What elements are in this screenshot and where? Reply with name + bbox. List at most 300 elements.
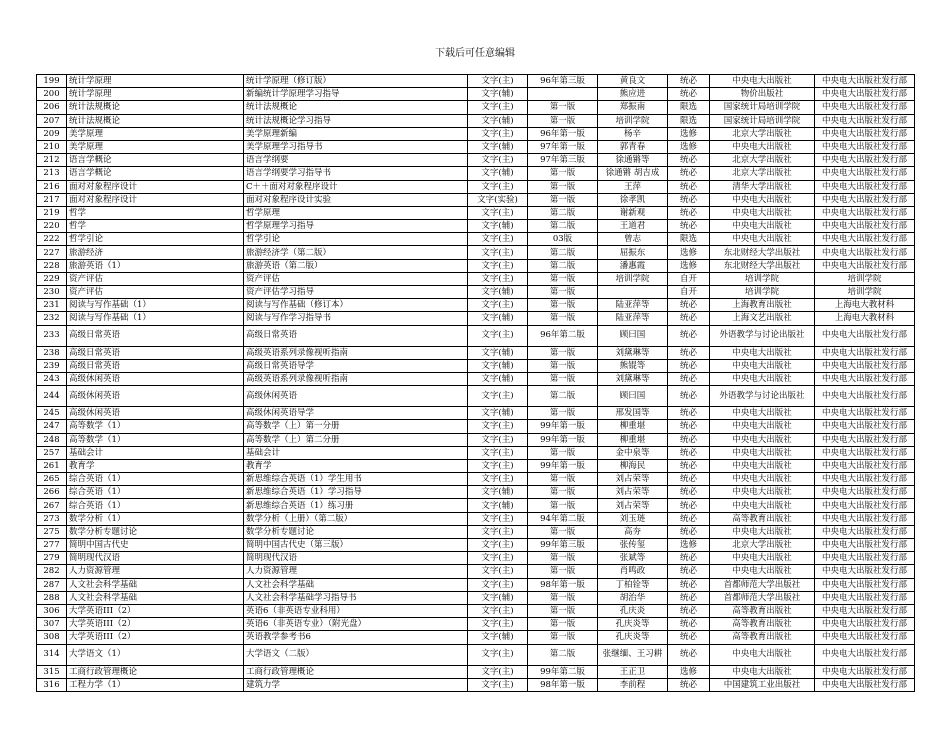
author-cell: 王道君 — [598, 220, 668, 233]
book-title-cell: 资产评估学习指导 — [244, 286, 468, 299]
publisher-cell: 东北财经大学出版社 — [710, 246, 815, 259]
publisher-cell: 首都师范大学出版社 — [710, 578, 815, 591]
material-type-cell: 文字(辅) — [468, 167, 528, 180]
author-cell: 刘黛琳等 — [598, 346, 668, 359]
row-number-cell: 209 — [37, 127, 67, 140]
distributor-cell: 中央电大出版社发行部 — [815, 552, 915, 565]
book-title-cell: 教育学 — [244, 459, 468, 472]
material-type-cell: 文字(辅) — [468, 499, 528, 512]
distributor-cell: 中央电大出版社发行部 — [815, 233, 915, 246]
author-cell: 顾曰国 — [598, 325, 668, 346]
distributor-cell: 中央电大出版社发行部 — [815, 631, 915, 644]
book-title-cell: 新思维综合英语（1）学习指导 — [244, 486, 468, 499]
book-title-cell: 统计法规概论学习指导 — [244, 114, 468, 127]
author-cell: 培训学院 — [598, 272, 668, 285]
author-cell: 刘占荣等 — [598, 499, 668, 512]
author-cell: 李前程 — [598, 678, 668, 691]
book-title-cell: 人文社会科学基础学习指导书 — [244, 591, 468, 604]
course-name-cell: 综合英语（1） — [67, 486, 244, 499]
author-cell: 郑振南 — [598, 101, 668, 114]
book-title-cell: 哲学引论 — [244, 233, 468, 246]
course-name-cell: 高级休闲英语 — [67, 386, 244, 407]
material-type-cell: 文字(主) — [468, 618, 528, 631]
author-cell: 陆亚萍等 — [598, 312, 668, 325]
book-title-cell: 数学分析（上册）（第二版） — [244, 512, 468, 525]
edition-cell: 第一版 — [528, 486, 598, 499]
material-type-cell: 文字(主) — [468, 325, 528, 346]
course-name-cell: 阅读与写作基础（1） — [67, 312, 244, 325]
material-type-cell: 文字(辅) — [468, 372, 528, 385]
course-name-cell: 人文社会科学基础 — [67, 591, 244, 604]
distributor-cell: 中央电大出版社发行部 — [815, 486, 915, 499]
course-name-cell: 人力资源管理 — [67, 565, 244, 578]
edition-cell: 第一版 — [528, 618, 598, 631]
edition-cell: 第一版 — [528, 299, 598, 312]
book-title-cell: 人文社会科学基础 — [244, 578, 468, 591]
course-name-cell: 工程力学（1） — [67, 678, 244, 691]
edition-cell: 第一版 — [528, 372, 598, 385]
table-row — [37, 678, 915, 691]
edition-cell: 第一版 — [528, 499, 598, 512]
distributor-cell: 中央电大出版社发行部 — [815, 88, 915, 101]
requirement-cell: 统必 — [668, 206, 710, 219]
author-cell: 高夯 — [598, 525, 668, 538]
author-cell: 曾志 — [598, 233, 668, 246]
author-cell: 培训学院 — [598, 114, 668, 127]
table-row — [37, 433, 915, 446]
table-row — [37, 604, 915, 617]
book-title-cell: 高级休闲英语导学 — [244, 407, 468, 420]
table-row — [37, 220, 915, 233]
row-number-cell: 277 — [37, 539, 67, 552]
table-row — [37, 114, 915, 127]
table-row — [37, 618, 915, 631]
book-title-cell: C＋＋面对对象程序设计 — [244, 180, 468, 193]
author-cell: 肖鸣政 — [598, 565, 668, 578]
requirement-cell: 统必 — [668, 154, 710, 167]
book-title-cell: 工商行政管理概论 — [244, 665, 468, 678]
publisher-cell: 中央电大出版社 — [710, 486, 815, 499]
distributor-cell: 中央电大出版社发行部 — [815, 644, 915, 665]
row-number-cell: 245 — [37, 407, 67, 420]
course-name-cell: 大学英语III（2） — [67, 631, 244, 644]
distributor-cell: 中央电大出版社发行部 — [815, 193, 915, 206]
publisher-cell: 首都师范大学出版社 — [710, 591, 815, 604]
publisher-cell: 北京大学出版社 — [710, 154, 815, 167]
edition-cell: 98年第一版 — [528, 678, 598, 691]
book-title-cell: 新思维综合英语（1）学生用书 — [244, 473, 468, 486]
distributor-cell: 中央电大出版社发行部 — [815, 578, 915, 591]
author-cell: 潘惠霞 — [598, 259, 668, 272]
requirement-cell: 自开 — [668, 272, 710, 285]
requirement-cell: 统必 — [668, 180, 710, 193]
material-type-cell: 文字(辅) — [468, 591, 528, 604]
distributor-cell: 中央电大出版社发行部 — [815, 359, 915, 372]
row-number-cell: 219 — [37, 206, 67, 219]
row-number-cell: 220 — [37, 220, 67, 233]
row-number-cell: 316 — [37, 678, 67, 691]
author-cell: 王正卫 — [598, 665, 668, 678]
material-type-cell: 文字(辅) — [468, 359, 528, 372]
publisher-cell: 中央电大出版社 — [710, 372, 815, 385]
author-cell: 胡治华 — [598, 591, 668, 604]
requirement-cell: 统必 — [668, 346, 710, 359]
distributor-cell: 中央电大出版社发行部 — [815, 167, 915, 180]
requirement-cell: 统必 — [668, 604, 710, 617]
course-name-cell: 人文社会科学基础 — [67, 578, 244, 591]
material-type-cell: 文字(主) — [468, 127, 528, 140]
material-type-cell: 文字(辅) — [468, 220, 528, 233]
row-number-cell: 247 — [37, 420, 67, 433]
publisher-cell: 中央电大出版社 — [710, 473, 815, 486]
publisher-cell: 中央电大出版社 — [710, 407, 815, 420]
publisher-cell: 外语教学与讨论出版社 — [710, 325, 815, 346]
author-cell: 谢新观 — [598, 206, 668, 219]
course-name-cell: 高等数学（1） — [67, 420, 244, 433]
distributor-cell: 中央电大出版社发行部 — [815, 618, 915, 631]
distributor-cell: 中央电大出版社发行部 — [815, 459, 915, 472]
course-name-cell: 旅游英语（1） — [67, 259, 244, 272]
table-row — [37, 180, 915, 193]
book-title-cell: 新编统计学原理学习指导 — [244, 88, 468, 101]
distributor-cell: 中央电大出版社发行部 — [815, 346, 915, 359]
book-title-cell: 美学原理学习指导书 — [244, 140, 468, 153]
distributor-cell: 中央电大出版社发行部 — [815, 372, 915, 385]
course-name-cell: 语言学概论 — [67, 154, 244, 167]
book-title-cell: 资产评估 — [244, 272, 468, 285]
publisher-cell: 中央电大出版社 — [710, 220, 815, 233]
publisher-cell: 东北财经大学出版社 — [710, 259, 815, 272]
material-type-cell: 文字(主) — [468, 539, 528, 552]
edition-cell: 96年第二版 — [528, 325, 598, 346]
edition-cell: 99年第二版 — [528, 665, 598, 678]
edition-cell: 第二版 — [528, 206, 598, 219]
distributor-cell: 中央电大出版社发行部 — [815, 499, 915, 512]
table-row — [37, 446, 915, 459]
edition-cell: 第一版 — [528, 407, 598, 420]
requirement-cell: 统必 — [668, 88, 710, 101]
distributor-cell: 中央电大出版社发行部 — [815, 525, 915, 538]
distributor-cell: 中央电大出版社发行部 — [815, 407, 915, 420]
edition-cell: 第一版 — [528, 591, 598, 604]
edition-cell — [528, 88, 598, 101]
course-name-cell: 统计法规概论 — [67, 114, 244, 127]
distributor-cell: 中央电大出版社发行部 — [815, 604, 915, 617]
requirement-cell: 选修 — [668, 140, 710, 153]
distributor-cell: 上海电大教材科 — [815, 299, 915, 312]
table-row — [37, 75, 915, 88]
row-number-cell: 265 — [37, 473, 67, 486]
course-name-cell: 数学分析（1） — [67, 512, 244, 525]
material-type-cell: 文字(主) — [468, 644, 528, 665]
row-number-cell: 308 — [37, 631, 67, 644]
author-cell — [598, 286, 668, 299]
course-name-cell: 阅读与写作基础（1） — [67, 299, 244, 312]
publisher-cell: 中央电大出版社 — [710, 644, 815, 665]
distributor-cell: 中央电大出版社发行部 — [815, 154, 915, 167]
table-row — [37, 407, 915, 420]
row-number-cell: 207 — [37, 114, 67, 127]
table-row — [37, 299, 915, 312]
row-number-cell: 315 — [37, 665, 67, 678]
edition-cell: 97年第三版 — [528, 154, 598, 167]
book-title-cell: 高等数学（上）第一分册 — [244, 420, 468, 433]
edition-cell: 第一版 — [528, 359, 598, 372]
distributor-cell: 中央电大出版社发行部 — [815, 127, 915, 140]
requirement-cell: 统必 — [668, 433, 710, 446]
requirement-cell: 统必 — [668, 299, 710, 312]
book-title-cell: 高级英语系列录像视听指南 — [244, 346, 468, 359]
distributor-cell: 中央电大出版社发行部 — [815, 512, 915, 525]
material-type-cell: 文字(主) — [468, 246, 528, 259]
table-row — [37, 420, 915, 433]
requirement-cell: 选修 — [668, 539, 710, 552]
row-number-cell: 267 — [37, 499, 67, 512]
material-type-cell: 文字(辅) — [468, 286, 528, 299]
book-title-cell: 高级日常英语导学 — [244, 359, 468, 372]
distributor-cell: 上海电大教材科 — [815, 312, 915, 325]
author-cell: 柳海民 — [598, 459, 668, 472]
distributor-cell: 中央电大出版社发行部 — [815, 539, 915, 552]
edition-cell: 第一版 — [528, 631, 598, 644]
course-name-cell: 高级日常英语 — [67, 359, 244, 372]
row-number-cell: 239 — [37, 359, 67, 372]
material-type-cell: 文字(主) — [468, 420, 528, 433]
distributor-cell: 中央电大出版社发行部 — [815, 678, 915, 691]
row-number-cell: 282 — [37, 565, 67, 578]
publisher-cell: 中央电大出版社 — [710, 193, 815, 206]
distributor-cell: 中央电大出版社发行部 — [815, 220, 915, 233]
edition-cell: 第一版 — [528, 473, 598, 486]
publisher-cell: 物价出版社 — [710, 88, 815, 101]
book-title-cell: 语言学纲要 — [244, 154, 468, 167]
table-row — [37, 233, 915, 246]
table-row — [37, 272, 915, 285]
publisher-cell: 中央电大出版社 — [710, 499, 815, 512]
author-cell: 徐孝凯 — [598, 193, 668, 206]
table-row — [37, 486, 915, 499]
requirement-cell: 统必 — [668, 372, 710, 385]
row-number-cell: 210 — [37, 140, 67, 153]
edition-cell: 第二版 — [528, 386, 598, 407]
material-type-cell: 文字(辅) — [468, 140, 528, 153]
edition-cell: 第一版 — [528, 193, 598, 206]
requirement-cell: 选修 — [668, 127, 710, 140]
course-name-cell: 高级休闲英语 — [67, 407, 244, 420]
course-name-cell: 高等数学（1） — [67, 433, 244, 446]
row-number-cell: 231 — [37, 299, 67, 312]
publisher-cell: 上海文艺出版社 — [710, 312, 815, 325]
material-type-cell: 文字(主) — [468, 206, 528, 219]
requirement-cell: 统必 — [668, 386, 710, 407]
book-title-cell: 语言学纲要学习指导书 — [244, 167, 468, 180]
row-number-cell: 243 — [37, 372, 67, 385]
distributor-cell: 中央电大出版社发行部 — [815, 386, 915, 407]
requirement-cell: 统必 — [668, 486, 710, 499]
course-name-cell: 大学英语III（2） — [67, 618, 244, 631]
edition-cell: 98年第一版 — [528, 578, 598, 591]
distributor-cell: 中央电大出版社发行部 — [815, 591, 915, 604]
table-row — [37, 591, 915, 604]
distributor-cell: 培训学院 — [815, 286, 915, 299]
table-row — [37, 499, 915, 512]
publisher-cell: 中国建筑工业出版社 — [710, 678, 815, 691]
book-title-cell: 哲学原理学习指导 — [244, 220, 468, 233]
author-cell: 刘占荣等 — [598, 486, 668, 499]
book-title-cell: 英语教学参考书6 — [244, 631, 468, 644]
table-row — [37, 246, 915, 259]
row-number-cell: 233 — [37, 325, 67, 346]
material-type-cell: 文字(主) — [468, 154, 528, 167]
author-cell: 柳重堪 — [598, 433, 668, 446]
course-name-cell: 哲学 — [67, 220, 244, 233]
row-number-cell: 227 — [37, 246, 67, 259]
publisher-cell: 清华大学出版社 — [710, 180, 815, 193]
book-title-cell: 旅游经济学（第二版） — [244, 246, 468, 259]
material-type-cell: 文字(辅) — [468, 114, 528, 127]
book-title-cell: 简明现代汉语 — [244, 552, 468, 565]
book-title-cell: 数学分析专题讨论 — [244, 525, 468, 538]
publisher-cell: 培训学院 — [710, 272, 815, 285]
requirement-cell: 统必 — [668, 167, 710, 180]
row-number-cell: 216 — [37, 180, 67, 193]
distributor-cell: 中央电大出版社发行部 — [815, 665, 915, 678]
row-number-cell: 266 — [37, 486, 67, 499]
course-name-cell: 高级休闲英语 — [67, 372, 244, 385]
table-row — [37, 565, 915, 578]
booklist-body — [37, 75, 915, 692]
course-name-cell: 美学原理 — [67, 127, 244, 140]
distributor-cell: 中央电大出版社发行部 — [815, 246, 915, 259]
row-number-cell: 212 — [37, 154, 67, 167]
author-cell: 邢发国等 — [598, 407, 668, 420]
row-number-cell: 222 — [37, 233, 67, 246]
edition-cell: 99年第一版 — [528, 433, 598, 446]
material-type-cell: 文字(辅) — [468, 88, 528, 101]
course-name-cell: 哲学 — [67, 206, 244, 219]
course-name-cell: 工商行政管理概论 — [67, 665, 244, 678]
material-type-cell: 文字(主) — [468, 259, 528, 272]
requirement-cell: 统必 — [668, 591, 710, 604]
publisher-cell: 中央电大出版社 — [710, 446, 815, 459]
table-row — [37, 359, 915, 372]
table-row — [37, 473, 915, 486]
row-number-cell: 275 — [37, 525, 67, 538]
material-type-cell: 文字(实验) — [468, 193, 528, 206]
distributor-cell: 中央电大出版社发行部 — [815, 180, 915, 193]
author-cell: 郭青春 — [598, 140, 668, 153]
edition-cell: 第一版 — [528, 286, 598, 299]
requirement-cell: 自开 — [668, 286, 710, 299]
material-type-cell: 文字(主) — [468, 552, 528, 565]
requirement-cell: 统必 — [668, 644, 710, 665]
book-title-cell: 英语6（非英语专业科用） — [244, 604, 468, 617]
row-number-cell: 217 — [37, 193, 67, 206]
edition-cell: 第一版 — [528, 346, 598, 359]
publisher-cell: 中央电大出版社 — [710, 459, 815, 472]
edition-cell: 第一版 — [528, 272, 598, 285]
distributor-cell: 中央电大出版社发行部 — [815, 473, 915, 486]
requirement-cell: 统必 — [668, 459, 710, 472]
edition-cell: 第二版 — [528, 259, 598, 272]
author-cell: 顾曰国 — [598, 386, 668, 407]
table-row — [37, 578, 915, 591]
publisher-cell: 中央电大出版社 — [710, 525, 815, 538]
requirement-cell: 统必 — [668, 325, 710, 346]
book-title-cell: 阅读与写作基础（修订本） — [244, 299, 468, 312]
course-name-cell: 资产评估 — [67, 286, 244, 299]
course-name-cell: 资产评估 — [67, 272, 244, 285]
edition-cell: 99年第一版 — [528, 420, 598, 433]
distributor-cell: 中央电大出版社发行部 — [815, 433, 915, 446]
material-type-cell: 文字(辅) — [468, 312, 528, 325]
material-type-cell: 文字(主) — [468, 299, 528, 312]
book-title-cell: 英语6（非英语专业）（附光盘） — [244, 618, 468, 631]
author-cell: 张斌等 — [598, 552, 668, 565]
edition-cell: 第一版 — [528, 180, 598, 193]
row-number-cell: 306 — [37, 604, 67, 617]
table-row — [37, 140, 915, 153]
requirement-cell: 统必 — [668, 552, 710, 565]
edition-cell: 96年第一版 — [528, 127, 598, 140]
distributor-cell: 培训学院 — [815, 272, 915, 285]
requirement-cell: 选修 — [668, 246, 710, 259]
publisher-cell: 北京大学出版社 — [710, 127, 815, 140]
author-cell: 柳重堪 — [598, 420, 668, 433]
edition-cell: 99年第一版 — [528, 459, 598, 472]
course-name-cell: 数学分析专题讨论 — [67, 525, 244, 538]
edition-cell: 第二版 — [528, 246, 598, 259]
material-type-cell: 文字(主) — [468, 473, 528, 486]
table-row — [37, 539, 915, 552]
material-type-cell: 文字(主) — [468, 233, 528, 246]
requirement-cell: 统必 — [668, 75, 710, 88]
course-name-cell: 统计法规概论 — [67, 101, 244, 114]
book-title-cell: 旅游英语（第二版） — [244, 259, 468, 272]
publisher-cell: 高等教育出版社 — [710, 618, 815, 631]
table-row — [37, 631, 915, 644]
author-cell: 孔庆炎 — [598, 604, 668, 617]
distributor-cell: 中央电大出版社发行部 — [815, 325, 915, 346]
requirement-cell: 统必 — [668, 420, 710, 433]
material-type-cell: 文字(主) — [468, 578, 528, 591]
course-name-cell: 综合英语（1） — [67, 499, 244, 512]
course-name-cell: 高级日常英语 — [67, 325, 244, 346]
author-cell: 杨辛 — [598, 127, 668, 140]
author-cell: 张传玺 — [598, 539, 668, 552]
publisher-cell: 中央电大出版社 — [710, 359, 815, 372]
course-name-cell: 统计学原理 — [67, 88, 244, 101]
material-type-cell: 文字(主) — [468, 180, 528, 193]
row-number-cell: 287 — [37, 578, 67, 591]
course-name-cell: 教育学 — [67, 459, 244, 472]
course-name-cell: 统计学原理 — [67, 75, 244, 88]
book-title-cell: 统计法规概论 — [244, 101, 468, 114]
table-row — [37, 206, 915, 219]
edition-cell: 第一版 — [528, 552, 598, 565]
author-cell: 金中泉等 — [598, 446, 668, 459]
publisher-cell: 中央电大出版社 — [710, 420, 815, 433]
book-title-cell: 美学原理新编 — [244, 127, 468, 140]
requirement-cell: 统必 — [668, 578, 710, 591]
publisher-cell: 高等教育出版社 — [710, 604, 815, 617]
edition-cell: 第二版 — [528, 220, 598, 233]
requirement-cell: 统必 — [668, 499, 710, 512]
publisher-cell: 国家统计局培训学院 — [710, 101, 815, 114]
material-type-cell: 文字(主) — [468, 604, 528, 617]
distributor-cell: 中央电大出版社发行部 — [815, 101, 915, 114]
requirement-cell: 统必 — [668, 565, 710, 578]
